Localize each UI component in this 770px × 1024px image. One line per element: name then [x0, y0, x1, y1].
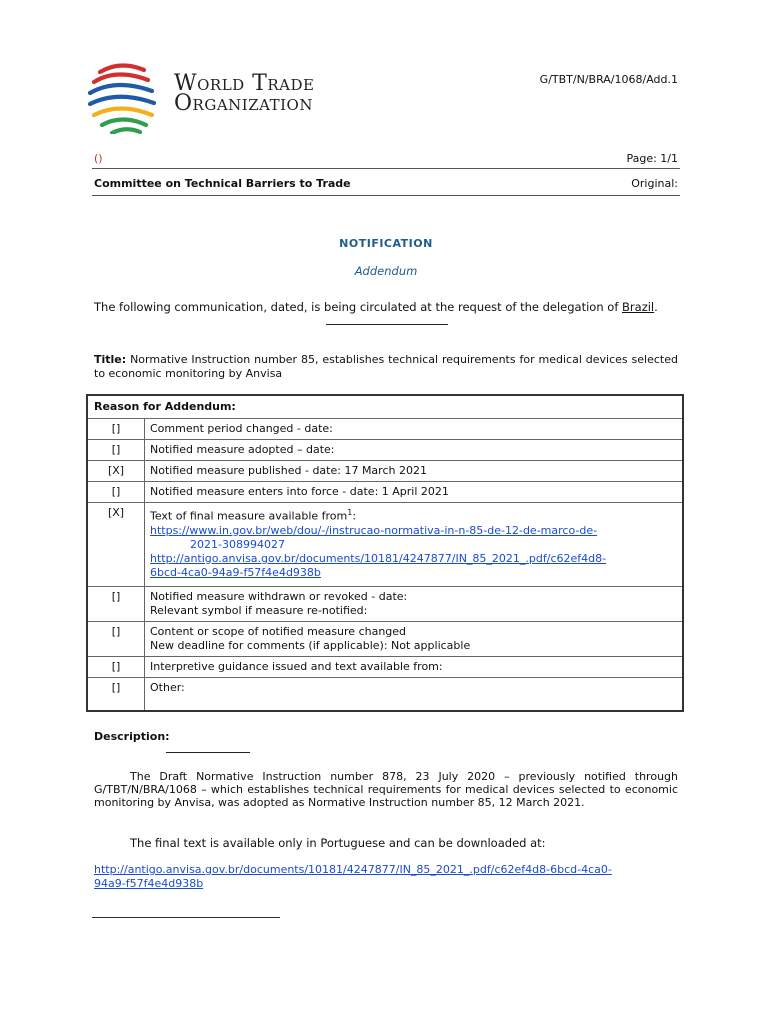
table-row [87, 461, 683, 482]
reason-text: Notified measure withdrawn or revoked - date: [150, 589, 408, 603]
title-label: Title: [94, 353, 127, 366]
reason-table [86, 394, 684, 712]
anvisa-link-line-1: http://antigo.anvisa.gov.br/documents/10181/4247877/IN_85_2021_.pdf/c62ef4d8- [150, 551, 607, 565]
description-paragraph-1: The Draft Normative Instruction number 878, 23 July 2020 – previously notified through G/TBT/N/BRA/1068 – which establishes technical requirements for medical devices selected to economic monitoring by Anvisa, was adopted as Normative Instruction number 85, 12 March 2021. [94, 770, 678, 809]
title-text: Normative Instruction number 85, establishes technical requirements for medical devices selected to economic monitoring by Anvisa [94, 353, 678, 380]
checkbox-mark: [X] [87, 461, 145, 482]
reason-content-cell [145, 621, 684, 656]
in-gov-link[interactable] [150, 524, 597, 551]
reason-text: Comment period changed - date: [145, 419, 684, 440]
intro-text: The following communication, dated, is being circulated at the request of the delegation of [94, 300, 623, 314]
measure-title [94, 353, 678, 381]
org-name [174, 71, 315, 116]
reason-withdrawn-cell [145, 586, 684, 621]
download-link[interactable] [94, 863, 612, 890]
description-label: Description: [94, 730, 170, 743]
table-row [87, 586, 683, 621]
intro-paragraph [94, 300, 684, 314]
table-row [87, 656, 683, 677]
table-row [87, 503, 683, 587]
anvisa-link-line-2: 6bcd-4ca0-94a9-f57f4e4d938b [150, 565, 321, 579]
reason-text: Notified measure published - date: 17 March 2021 [145, 461, 684, 482]
checkbox-mark: [] [87, 419, 145, 440]
table-row [87, 419, 683, 440]
reason-text: Interpretive guidance issued and text available from: [145, 656, 684, 677]
original-language: Original: [631, 177, 678, 190]
reason-subtext: Relevant symbol if measure re-notified: [150, 603, 368, 617]
header-rule [92, 168, 680, 169]
in-gov-link-line-2: 2021-308994027 [190, 537, 285, 551]
download-link-line-1: http://antigo.anvisa.gov.br/documents/10181/4247877/IN_85_2021_.pdf/c62ef4d8-6bcd-4ca0- [94, 863, 612, 876]
reason-text: Notified measure enters into force - date: 1 April 2021 [145, 482, 684, 503]
checkbox-mark: [] [87, 482, 145, 503]
page-number: Page: 1/1 [626, 152, 678, 165]
footnote-rule [92, 917, 280, 918]
checkbox-mark: [] [87, 586, 145, 621]
reason-text: Other: [145, 677, 684, 711]
reason-colon: : [352, 509, 357, 523]
download-link-block [94, 863, 678, 891]
intro-end: . [654, 300, 658, 314]
table-row [87, 677, 683, 711]
table-row [87, 621, 683, 656]
separator-rule-2 [166, 752, 250, 753]
wto-emblem-icon [86, 62, 166, 134]
separator-rule [326, 324, 448, 325]
checkbox-mark: [] [87, 621, 145, 656]
checkbox-mark: [X] [87, 503, 145, 587]
country-name: Brazil [622, 300, 655, 314]
reason-subtext: New deadline for comments (if applicable): Not applicable [150, 638, 471, 652]
table-row [87, 482, 683, 503]
reason-text: Text of final measure available from [150, 509, 348, 523]
org-line-2: Organization [174, 91, 313, 116]
reason-text: Notified measure adopted – date: [145, 440, 684, 461]
notification-heading: NOTIFICATION [339, 237, 433, 250]
reason-text: Content or scope of notified measure changed [150, 624, 407, 638]
description-paragraph-2: The final text is available only in Portuguese and can be downloaded at: [130, 836, 546, 850]
download-link-line-2: 94a9-f57f4e4d938b [94, 877, 204, 890]
checkbox-mark: [] [87, 440, 145, 461]
reason-heading: Reason for Addendum: [87, 395, 683, 419]
header-rule-2 [92, 195, 680, 196]
committee-name: Committee on Technical Barriers to Trade [94, 177, 351, 190]
anvisa-link[interactable] [150, 552, 606, 579]
checkbox-mark: [] [87, 677, 145, 711]
reason-final-text-cell [145, 503, 684, 587]
in-gov-link-line-1: https://www.in.gov.br/web/dou/-/instrucao-normativa-in-n-85-de-12-de-marco-de- [150, 523, 598, 537]
document-symbol: G/TBT/N/BRA/1068/Add.1 [539, 73, 678, 86]
addendum-subheading: Addendum [354, 264, 418, 278]
date-placeholder: () [94, 152, 103, 165]
footnote-ref: 1 [347, 508, 353, 517]
table-row [87, 440, 683, 461]
checkbox-mark: [] [87, 656, 145, 677]
wto-logo [86, 62, 336, 134]
org-line-1: World Trade [174, 71, 315, 96]
